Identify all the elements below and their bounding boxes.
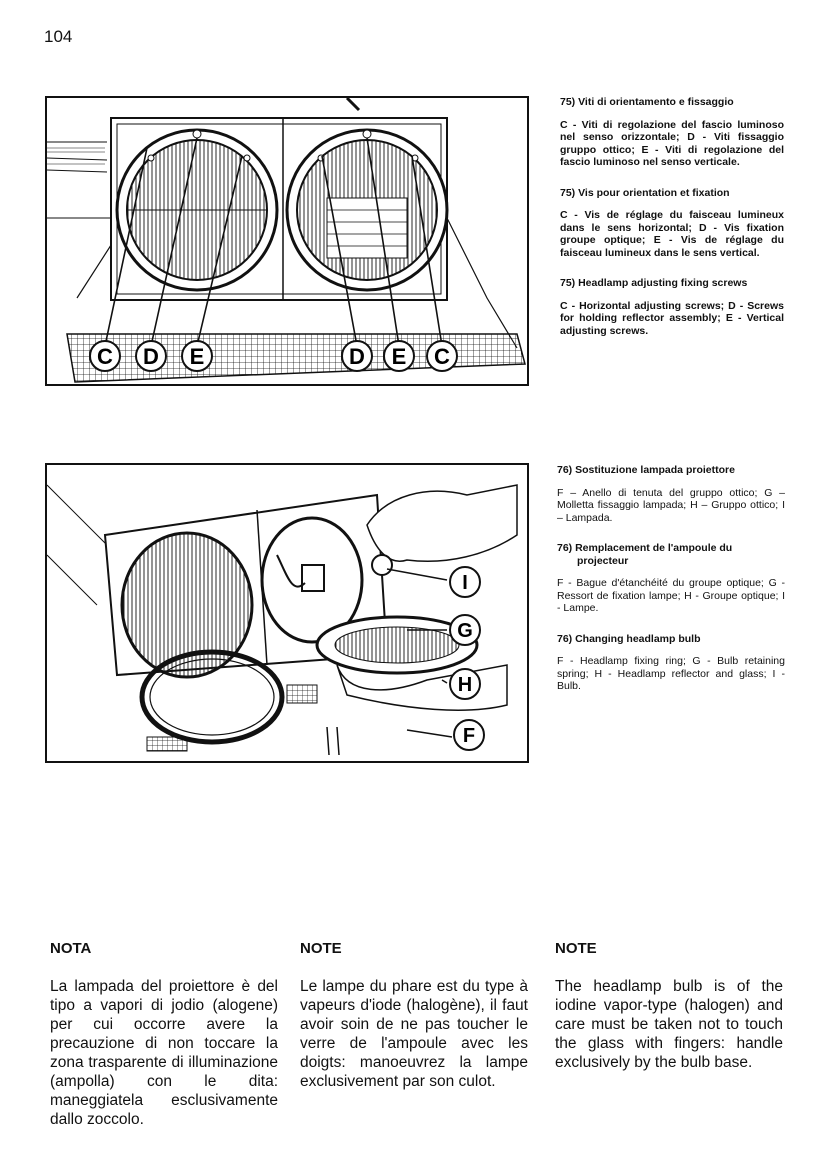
label-left-d (136, 341, 166, 371)
label-g-text: G (457, 620, 473, 642)
caption-75-en-body: C - Horizontal adjusting screws; D - Screws for holding reflector assembly; E - Vertical adjusting screws. (560, 299, 784, 337)
note-english (555, 940, 783, 1072)
label-left-d-text: D (143, 344, 159, 369)
caption-75-fr-body: C - Vis de réglage du faisceau lumineux dans le sens horizontal; D - Vis fixation groupe optique; E - Vis de réglage du faisceau lumineux dans le sens vertical. (560, 209, 784, 259)
label-left-e (182, 341, 212, 371)
caption-76-it-body: F – Anello di tenuta del gruppo ottico; G – Molletta fissaggio lampada; H – Gruppo ottico; I – Lampada. (557, 486, 785, 524)
label-h (450, 669, 480, 699)
label-right-c (427, 341, 457, 371)
figure-76-bulb-change (45, 463, 529, 763)
caption-75-it-body: C - Viti di regolazione del fascio luminoso nel senso orizzontale; D - Viti fissaggio gruppo ottico; E - Viti di regolazione del fascio luminoso nel senso verticale. (560, 118, 784, 168)
caption-76-fr-body: F - Bague d'étanchéité du groupe optique; G - Ressort de fixation lampe; H - Groupe optique; I - Lampe. (557, 577, 785, 614)
label-f (454, 720, 484, 750)
caption-76-en-body: F - Headlamp fixing ring; G - Bulb retaining spring; H - Headlamp reflector and glass; I - Bulb. (557, 655, 785, 692)
captions-figure-75 (560, 96, 784, 355)
label-left-c (90, 341, 120, 371)
hand-upper (367, 485, 517, 561)
label-f-text: F (462, 725, 476, 747)
figure-75-headlamp-screws (45, 96, 529, 386)
caption-76-en-title: 76) Changing headlamp bulb (557, 632, 701, 645)
figure-76-drawing (47, 465, 527, 761)
caption-75-en-title: 75) Headlamp adjusting fixing screws (560, 277, 748, 289)
caption-75-fr-title: 75) Vis pour orientation et fixation (560, 186, 730, 199)
label-left-e-text: E (189, 344, 205, 369)
figure-75-drawing (47, 98, 527, 384)
captions-figure-76 (557, 464, 785, 711)
note-it-text: La lampada del proiettore è del tipo a vapori di jodio (alogene) per cui occorre avere la precauzione di non toccare la zona trasparente di illuminazione (ampolla) con le dita: maneggiatela esclusivamente dallo zoccolo. (50, 978, 278, 1128)
label-right-d-text: D (349, 344, 365, 369)
note-en-text: The headlamp bulb is of the iodine vapor-type (halogen) and care must be taken not to touch the glass with fingers: handle exclusively by the bulb base. (555, 978, 783, 1071)
label-right-e (384, 341, 414, 371)
caption-75-it-title: 75) Viti di orientamento e fissaggio (560, 96, 734, 108)
note-french (300, 940, 528, 1091)
label-left-c-text: C (97, 344, 113, 369)
right-headlamp (287, 130, 447, 290)
label-i (450, 567, 480, 597)
note-it-title: NOTA (50, 940, 92, 957)
label-right-d (342, 341, 372, 371)
bulb (372, 555, 392, 575)
note-fr-title: NOTE (300, 940, 342, 957)
caption-76-it-title: 76) Sostituzione lampada proiettore (557, 464, 735, 476)
note-en-title: NOTE (555, 940, 597, 957)
page-number: 104 (44, 27, 73, 46)
label-right-c-text: C (434, 344, 450, 369)
left-headlamp (117, 130, 277, 290)
caption-76-fr-title: 76) Remplacement de l'ampoule du projecteur (557, 542, 733, 567)
note-italian (50, 940, 278, 1129)
label-i-text: I (462, 572, 468, 594)
label-right-e-text: E (391, 344, 407, 369)
label-g (450, 615, 480, 645)
label-h-text: H (457, 674, 473, 696)
note-fr-text: Le lampe du phare est du type à vapeurs d'iode (halogène), il faut avoir soin de ne pas toucher le verre de l'ampoule avec les doigts: manoeuvrez la lampe exclusivement par son culot. (300, 978, 528, 1090)
